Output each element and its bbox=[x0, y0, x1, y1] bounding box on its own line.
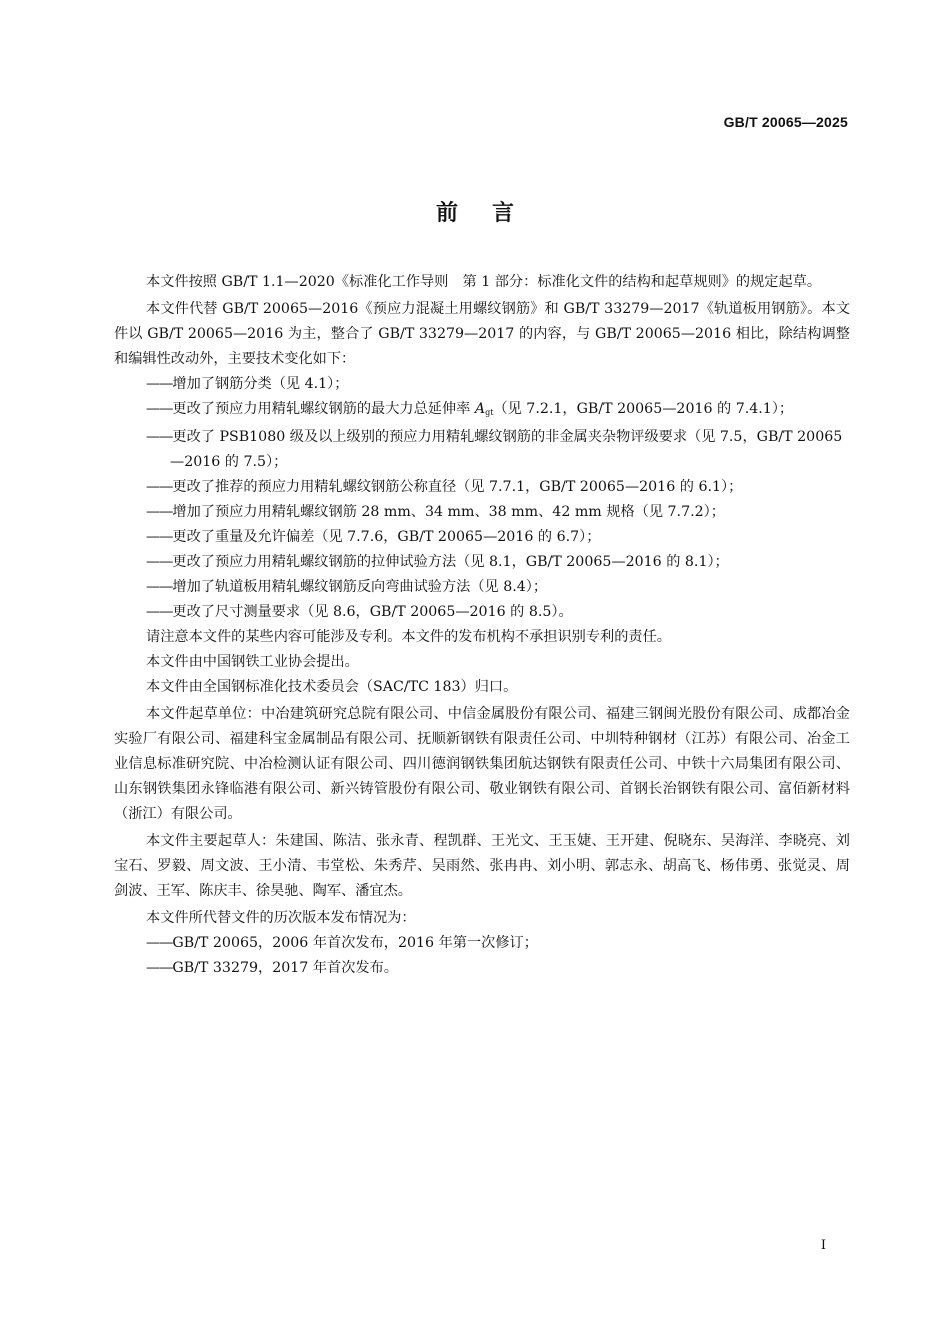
list-dash: —— bbox=[146, 554, 173, 570]
list-dash: —— bbox=[146, 429, 173, 445]
list-dash: —— bbox=[146, 504, 173, 520]
paragraph-drafters: 本文件主要起草人：朱建国、陈洁、张永青、程凯群、王光文、王玉婕、王开建、倪晓东、吴海洋、李晓亮、刘宝石、罗毅、周文波、王小清、韦堂松、朱秀芹、吴雨然、张冉冉、刘小明、郭志永、胡高飞、杨伟勇、张觉灵、周剑波、王军、陈庆丰、徐昊驰、陶军、潘宜杰。 bbox=[114, 833, 850, 899]
list-dash: —— bbox=[146, 935, 173, 951]
list-dash: —— bbox=[146, 579, 173, 595]
list-dash: —— bbox=[146, 479, 173, 495]
change-item: ——增加了预应力用精轧螺纹钢筋 28 mm、34 mm、38 mm、42 mm 规格（见 7.7.2）； bbox=[146, 504, 725, 520]
list-dash: —— bbox=[146, 960, 173, 976]
paragraph-drafting-basis: 本文件按照 GB/T 1.1—2020《标准化工作导则 第 1 部分：标准化文件的结构和起草规则》的规定起草。 bbox=[146, 274, 822, 290]
change-item: ——更改了重量及允许偏差（见 7.7.6，GB/T 20065—2016 的 6.7）； bbox=[146, 529, 601, 545]
paragraph-committee: 本文件由全国钢标准化技术委员会（SAC/TC 183）归口。 bbox=[146, 679, 518, 695]
change-item: ——增加了钢筋分类（见 4.1）； bbox=[146, 376, 349, 392]
foreword-body bbox=[114, 270, 850, 981]
change-item: ——增加了轨道板用精轧螺纹钢筋反向弯曲试验方法（见 8.4）； bbox=[146, 579, 548, 595]
standard-code: GB/T 20065—2025 bbox=[723, 114, 848, 130]
paragraph-patent-notice: 请注意本文件的某些内容可能涉及专利。本文件的发布机构不承担识别专利的责任。 bbox=[146, 629, 671, 645]
list-dash: —— bbox=[146, 401, 173, 417]
paragraph-replacement: 本文件代替 GB/T 20065—2016《预应力混凝土用螺纹钢筋》和 GB/T 33279—2017《轨道板用钢筋》。本文件以 GB/T 20065—2016 为主，整合了 GB/T 33279—2017 的内容，与 GB/T 20065—2016 相比，除结构调整和编辑性改动外，主要技术变化如下： bbox=[114, 301, 850, 367]
paragraph-proposer: 本文件由中国钢铁工业协会提出。 bbox=[146, 654, 359, 670]
change-item: ——更改了尺寸测量要求（见 8.6，GB/T 20065—2016 的 8.5）。 bbox=[146, 604, 573, 620]
page-number: I bbox=[820, 1238, 826, 1253]
paragraph-drafting-units: 本文件起草单位：中冶建筑研究总院有限公司、中信金属股份有限公司、福建三钢闽光股份有限公司、成都冶金实验厂有限公司、福建科宝金属制品有限公司、抚顺新钢铁有限责任公司、中圳特种钢材（江苏）有限公司、冶金工业信息标准研究院、中冶检测认证有限公司、四川德润钢铁集团航达钢铁有限责任公司、中铁十六局集团有限公司、山东钢铁集团永锋临港有限公司、新兴铸管股份有限公司、敬业钢铁有限公司、首钢长治钢铁有限公司、富佰新材料（浙江）有限公司。 bbox=[114, 706, 850, 822]
change-item: ——更改了推荐的预应力用精轧螺纹钢筋公称直径（见 7.7.1，GB/T 20065—2016 的 6.1）； bbox=[146, 479, 743, 495]
list-dash: —— bbox=[146, 604, 173, 620]
symbol-a: A bbox=[474, 401, 486, 417]
change-item: ——更改了预应力用精轧螺纹钢筋的拉伸试验方法（见 8.1，GB/T 20065—2016 的 8.1）； bbox=[146, 554, 729, 570]
change-item: ——更改了预应力用精轧螺纹钢筋的最大力总延伸率 $A_{gt}$（见 7.2.1，GB/T 20065—2016 的 7.4.1）； bbox=[146, 401, 794, 417]
symbol-subscript: gt bbox=[485, 408, 494, 417]
list-dash: —— bbox=[146, 376, 173, 392]
change-item: ——更改了 PSB1080 级及以上级别的预应力用精轧螺纹钢筋的非金属夹杂物评级要求（见 7.5，GB/T 20065—2016 的 7.5）； bbox=[146, 429, 843, 470]
page-title: 前言 bbox=[435, 201, 548, 226]
paragraph-history-intro: 本文件所代替文件的历次版本发布情况为： bbox=[146, 910, 416, 926]
list-dash: —— bbox=[146, 529, 173, 545]
history-item: ——GB/T 20065，2006 年首次发布，2016 年第一次修订； bbox=[146, 935, 538, 951]
history-item: ——GB/T 33279，2017 年首次发布。 bbox=[146, 960, 398, 976]
